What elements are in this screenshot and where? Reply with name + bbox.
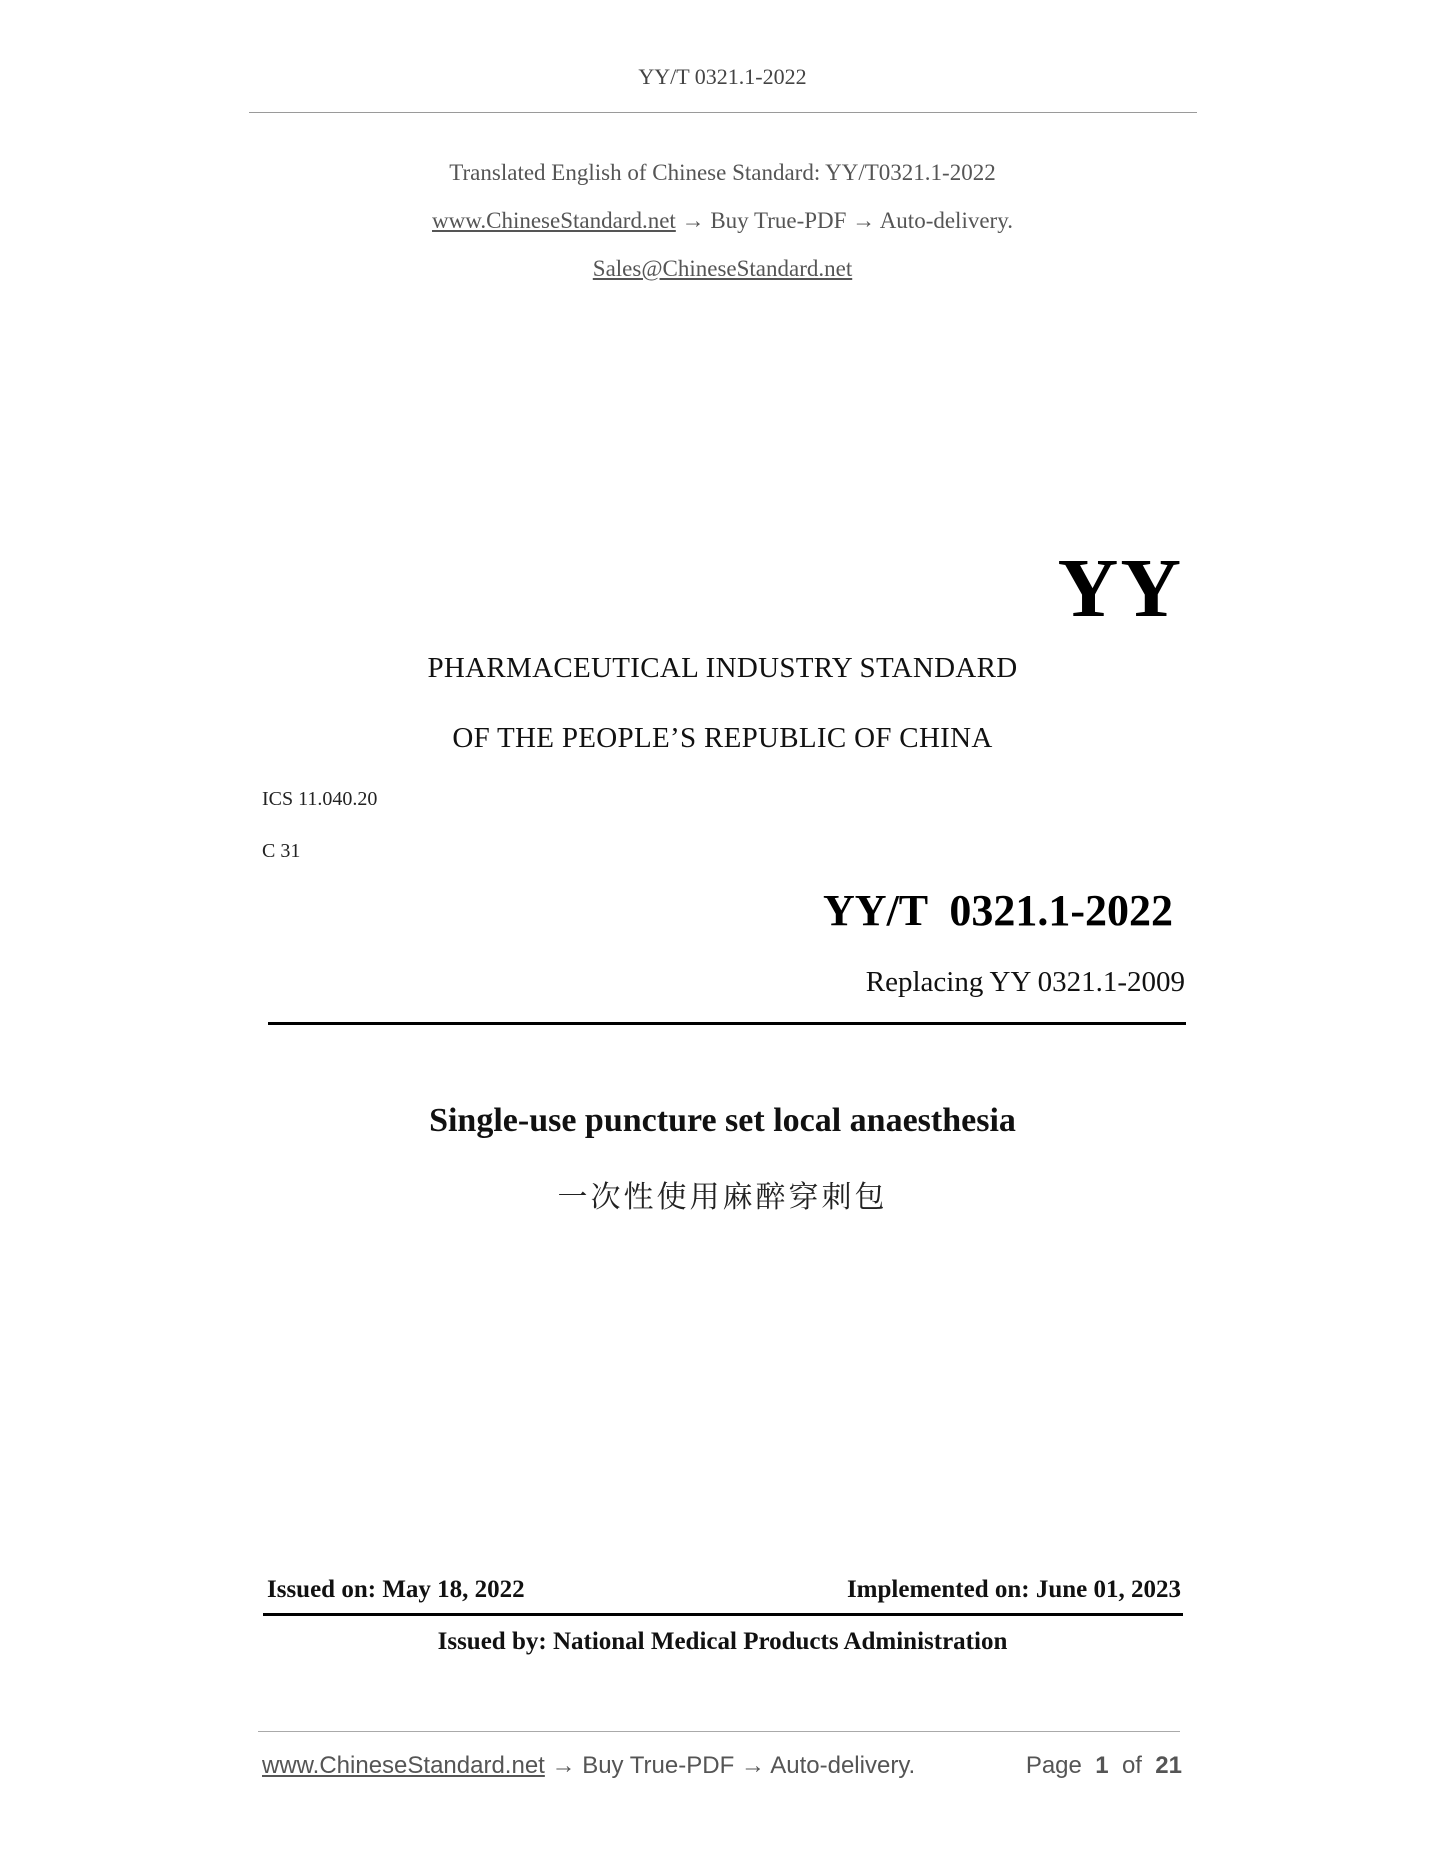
document-title-chinese: 一次性使用麻醉穿刺包 xyxy=(557,1180,888,1215)
purchase-line xyxy=(0,208,1445,234)
issuing-authority: Issued by: National Medical Products Administration xyxy=(437,1628,1008,1655)
header-standard-code: YY/T 0321.1-2022 xyxy=(638,64,807,89)
footer-purchase-line xyxy=(262,1752,915,1780)
site-link[interactable]: www.ChineseStandard.net xyxy=(432,208,676,233)
page-number: 1 xyxy=(1095,1752,1109,1779)
standard-category-line2: OF THE PEOPLE’S REPUBLIC OF CHINA xyxy=(452,722,993,754)
footer-delivery-text: Auto-delivery. xyxy=(770,1752,916,1779)
standard-mark: YY xyxy=(1057,542,1183,635)
arrow-icon: → xyxy=(681,208,705,233)
footer-divider xyxy=(258,1731,1180,1732)
ccs-code: C 31 xyxy=(262,840,301,862)
issued-date: Issued on: May 18, 2022 xyxy=(267,1576,525,1603)
buy-text: Buy True-PDF xyxy=(710,208,847,233)
document-title-english: Single-use puncture set local anaesthesia xyxy=(429,1102,1016,1139)
page-footer xyxy=(262,1752,1182,1780)
title-divider xyxy=(268,1022,1186,1025)
footer-buy-text: Buy True-PDF xyxy=(582,1752,735,1779)
header-divider xyxy=(249,112,1197,113)
sales-email-link[interactable]: Sales@ChineseStandard.net xyxy=(592,256,853,281)
arrow-icon: → xyxy=(852,208,876,233)
ics-code: ICS 11.040.20 xyxy=(262,788,378,810)
arrow-icon: → xyxy=(740,1752,765,1779)
standard-category-line1: PHARMACEUTICAL INDUSTRY STANDARD xyxy=(427,652,1018,684)
page-total: 21 xyxy=(1155,1752,1182,1779)
replacing-note: Replacing YY 0321.1-2009 xyxy=(865,966,1185,998)
email-line xyxy=(0,256,1445,282)
delivery-text: Auto-delivery. xyxy=(879,208,1013,233)
standard-number: YY/T 0321.1-2022 xyxy=(823,886,1173,935)
translation-notice: Translated English of Chinese Standard: YY/T0321.1-2022 xyxy=(449,160,996,185)
of-word: of xyxy=(1121,1752,1142,1779)
footer-site-link[interactable]: www.ChineseStandard.net xyxy=(262,1752,545,1779)
dates-divider xyxy=(263,1613,1183,1616)
page-indicator xyxy=(1026,1752,1182,1780)
implemented-date: Implemented on: June 01, 2023 xyxy=(846,1576,1181,1603)
arrow-icon: → xyxy=(551,1752,576,1779)
page-word: Page xyxy=(1025,1752,1082,1779)
